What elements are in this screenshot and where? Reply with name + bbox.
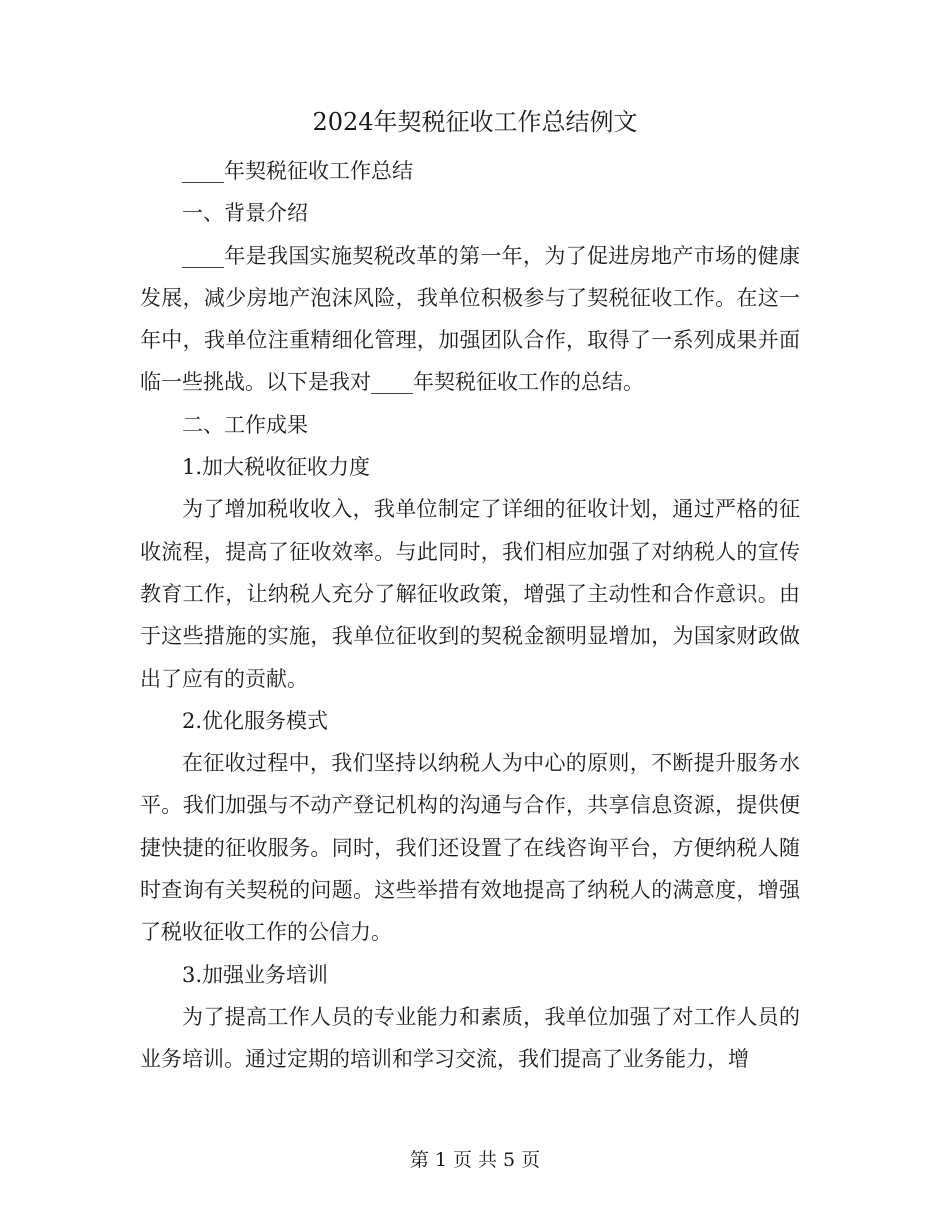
paragraph-training: 为了提高工作人员的专业能力和素质，我单位加强了对工作人员的业务培训。通过定期的培训和学习交流，我们提高了业务能力，增 — [140, 1004, 800, 1072]
page-footer: 第 1 页 共 5 页 — [409, 1149, 541, 1171]
paragraph-service-model: 在征收过程中，我们坚持以纳税人为中心的原则，不断提升服务水平。我们加强与不动产登记机构的沟通与合作，共享信息资源，提供便捷快捷的征收服务。同时，我们还设置了在线咨询平台，方便纳税人随时查询有关契税的问题。这些举措有效地提高了纳税人的满意度，增强了税收征收工作的公信力。 — [140, 751, 800, 945]
document-body — [140, 150, 800, 1081]
subheading-training: 3.加强业务培训 — [182, 962, 329, 987]
paragraph-background: ____年是我国实施契税改革的第一年，为了促进房地产市场的健康发展，减少房地产泡沫风险，我单位积极参与了契税征收工作。在这一年中，我单位注重精细化管理，加强团队合作，取得了一系列成果并面临一些挑战。以下是我对____年契税征收工作的总结。 — [140, 243, 800, 395]
subheading-tax-collection: 1.加大税收征收力度 — [182, 455, 371, 480]
paragraph-subtitle: ____年契税征收工作总结 — [182, 159, 413, 183]
document-title: 2024年契税征收工作总结例文 — [312, 108, 638, 136]
paragraph-tax-collection: 为了增加税收收入，我单位制定了详细的征收计划，通过严格的征收流程，提高了征收效率。与此同时，我们相应加强了对纳税人的宣传教育工作，让纳税人充分了解征收政策，增强了主动性和合作意识。由于这些措施的实施，我单位征收到的契税金额明显增加，为国家财政做出了应有的贡献。 — [140, 497, 800, 691]
section-heading-results: 二、工作成果 — [182, 412, 308, 437]
subheading-service-model: 2.优化服务模式 — [182, 708, 329, 733]
section-heading-background: 一、背景介绍 — [182, 201, 308, 226]
